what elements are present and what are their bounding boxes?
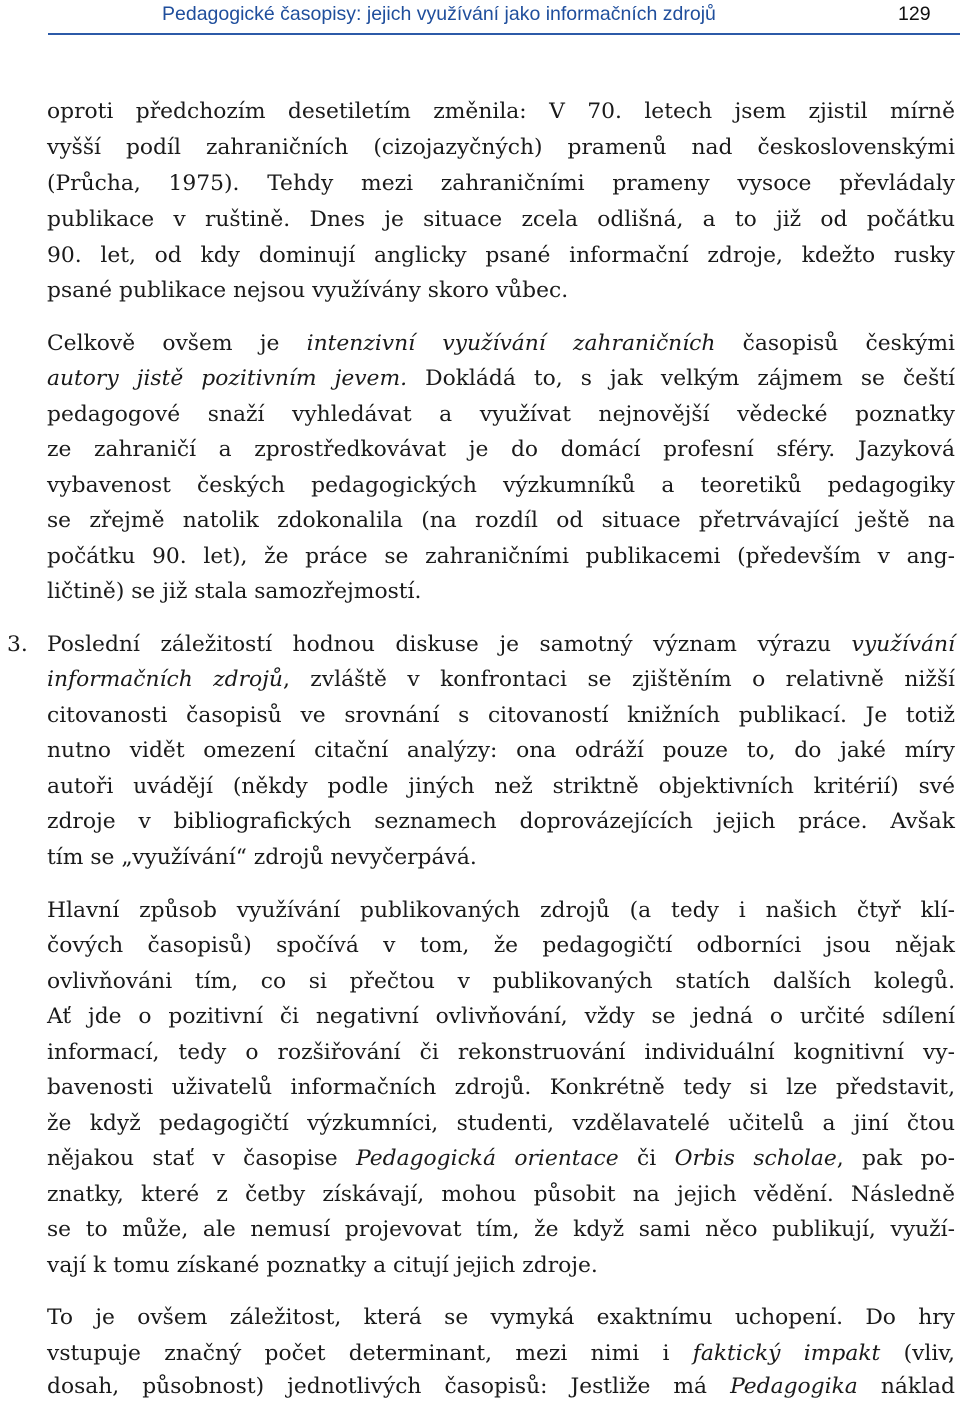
text-line: publikace v ruštině. Dnes je situace zcela odlišná, a to již od počátku [47,207,955,232]
header-rule [48,33,960,35]
text-line: informací, tedy o rozšiřování či rekonstruování individuální kognitivní vy- [47,1040,955,1065]
text-line: vyšší podíl zahraničních (cizojazyčných) pramenů nad československými [47,135,955,160]
text-line: Ať jde o pozitivní či negativní ovlivňování, vždy se jedná o určité sdílení [47,1004,955,1029]
text-line: bavenosti uživatelů informačních zdrojů. Konkrétně tedy si lze představit, [47,1075,955,1100]
list-number: 3. [7,632,28,657]
text-line: citovanosti časopisů ve srovnání s citovaností knižních publikací. Je totiž [47,703,955,728]
text-line: nutno vidět omezení citační analýzy: ona odráží pouze to, do jaké míry [47,738,955,763]
text-line: 90. let, od kdy dominují anglicky psané informační zdroje, kdežto rusky [47,243,955,268]
running-title: Pedagogické časopisy: jejich využívání jako informačních zdrojů [162,3,716,25]
text-line: počátku 90. let), že práce se zahraničními publikacemi (především v ang- [47,544,955,569]
text-line: čových časopisů) spočívá v tom, že pedagogičtí odborníci jsou nějak [47,933,955,958]
journal-title: Pedagogika [730,1374,858,1399]
emphasis: využívání [851,632,955,657]
text-line: že když pedagogičtí výzkumníci, studenti, vzdělavatelé učitelů a jiní čtou [47,1111,955,1136]
text-line: oproti předchozím desetiletím změnila: V 70. letech jsem zjistil mírně [47,99,955,124]
text-line: zdroje v bibliografických seznamech doprovázejících jejich práce. Avšak [47,809,955,834]
text-line: dosah, působnost) jednotlivých časopisů: Jestliže má Pedagogika náklad [47,1374,955,1399]
text-line: se to může, ale nemusí projevovat tím, že když sami něco publikují, využí- [47,1217,955,1242]
text-line: se zřejmě natolik zdokonalila (na rozdíl od situace přetrvávající ještě na [47,508,955,533]
text-line: ovlivňováni tím, co si přečtou v publikovaných statích dalších kolegů. [47,969,955,994]
text-line: ze zahraničí a zprostředkovávat je do domácí profesní sféry. Jazyková [47,437,955,462]
text-line: vybavenost českých pedagogických výzkumníků a teoretiků pedagogiky [47,473,955,498]
text-line: vají k tomu získané poznatky a citují jejich zdroje. [47,1253,598,1278]
emphasis: autory jistě pozitivním jevem. [47,366,408,391]
text-line: vstupuje značný počet determinant, mezi nimi i faktický impakt (vliv, [47,1341,955,1366]
text-line: psané publikace nejsou využívány skoro vůbec. [47,278,569,303]
text-line: autoři uvádějí (někdy podle jiných než striktně objektivních kritérií) své [47,774,955,799]
journal-title: Orbis scholae [674,1146,837,1171]
text-line: informačních zdrojů, zvláště v konfrontaci se zjištěním o relativně nižší [47,667,956,692]
emphasis: faktický impakt [692,1341,881,1366]
text-line: Hlavní způsob využívání publikovaných zdrojů (a tedy i našich čtyř klí- [47,898,955,923]
text-line: nějakou stať v časopise Pedagogická orientace či Orbis scholae, pak po- [47,1146,956,1171]
emphasis: informačních zdrojů [47,667,283,692]
page-number: 129 [898,3,931,25]
text-line: (Průcha, 1975). Tehdy mezi zahraničními prameny vysoce převládaly [47,171,955,196]
text-line: Poslední záležitostí hodnou diskuse je samotný význam výrazu využívání [47,632,955,657]
journal-title: Pedagogická orientace [356,1146,619,1171]
text-line: Celkově ovšem je intenzivní využívání zahraničních časopisů českými [47,331,955,356]
emphasis: intenzivní využívání zahraničních [306,331,716,356]
text-line: pedagogové snaží vyhledávat a využívat nejnovější vědecké poznatky [47,402,955,427]
text-line: tím se „využívání“ zdrojů nevyčerpává. [47,845,477,870]
text-line: ličtině) se již stala samozřejmostí. [47,579,422,604]
text-line: To je ovšem záležitost, která se vymyká exaktnímu uchopení. Do hry [47,1305,955,1330]
running-header [48,0,960,36]
text-line: znatky, které z četby získávají, mohou působit na jejich vědění. Následně [47,1182,955,1207]
text-line: autory jistě pozitivním jevem. Dokládá to, s jak velkým zájmem se čeští [47,366,955,391]
